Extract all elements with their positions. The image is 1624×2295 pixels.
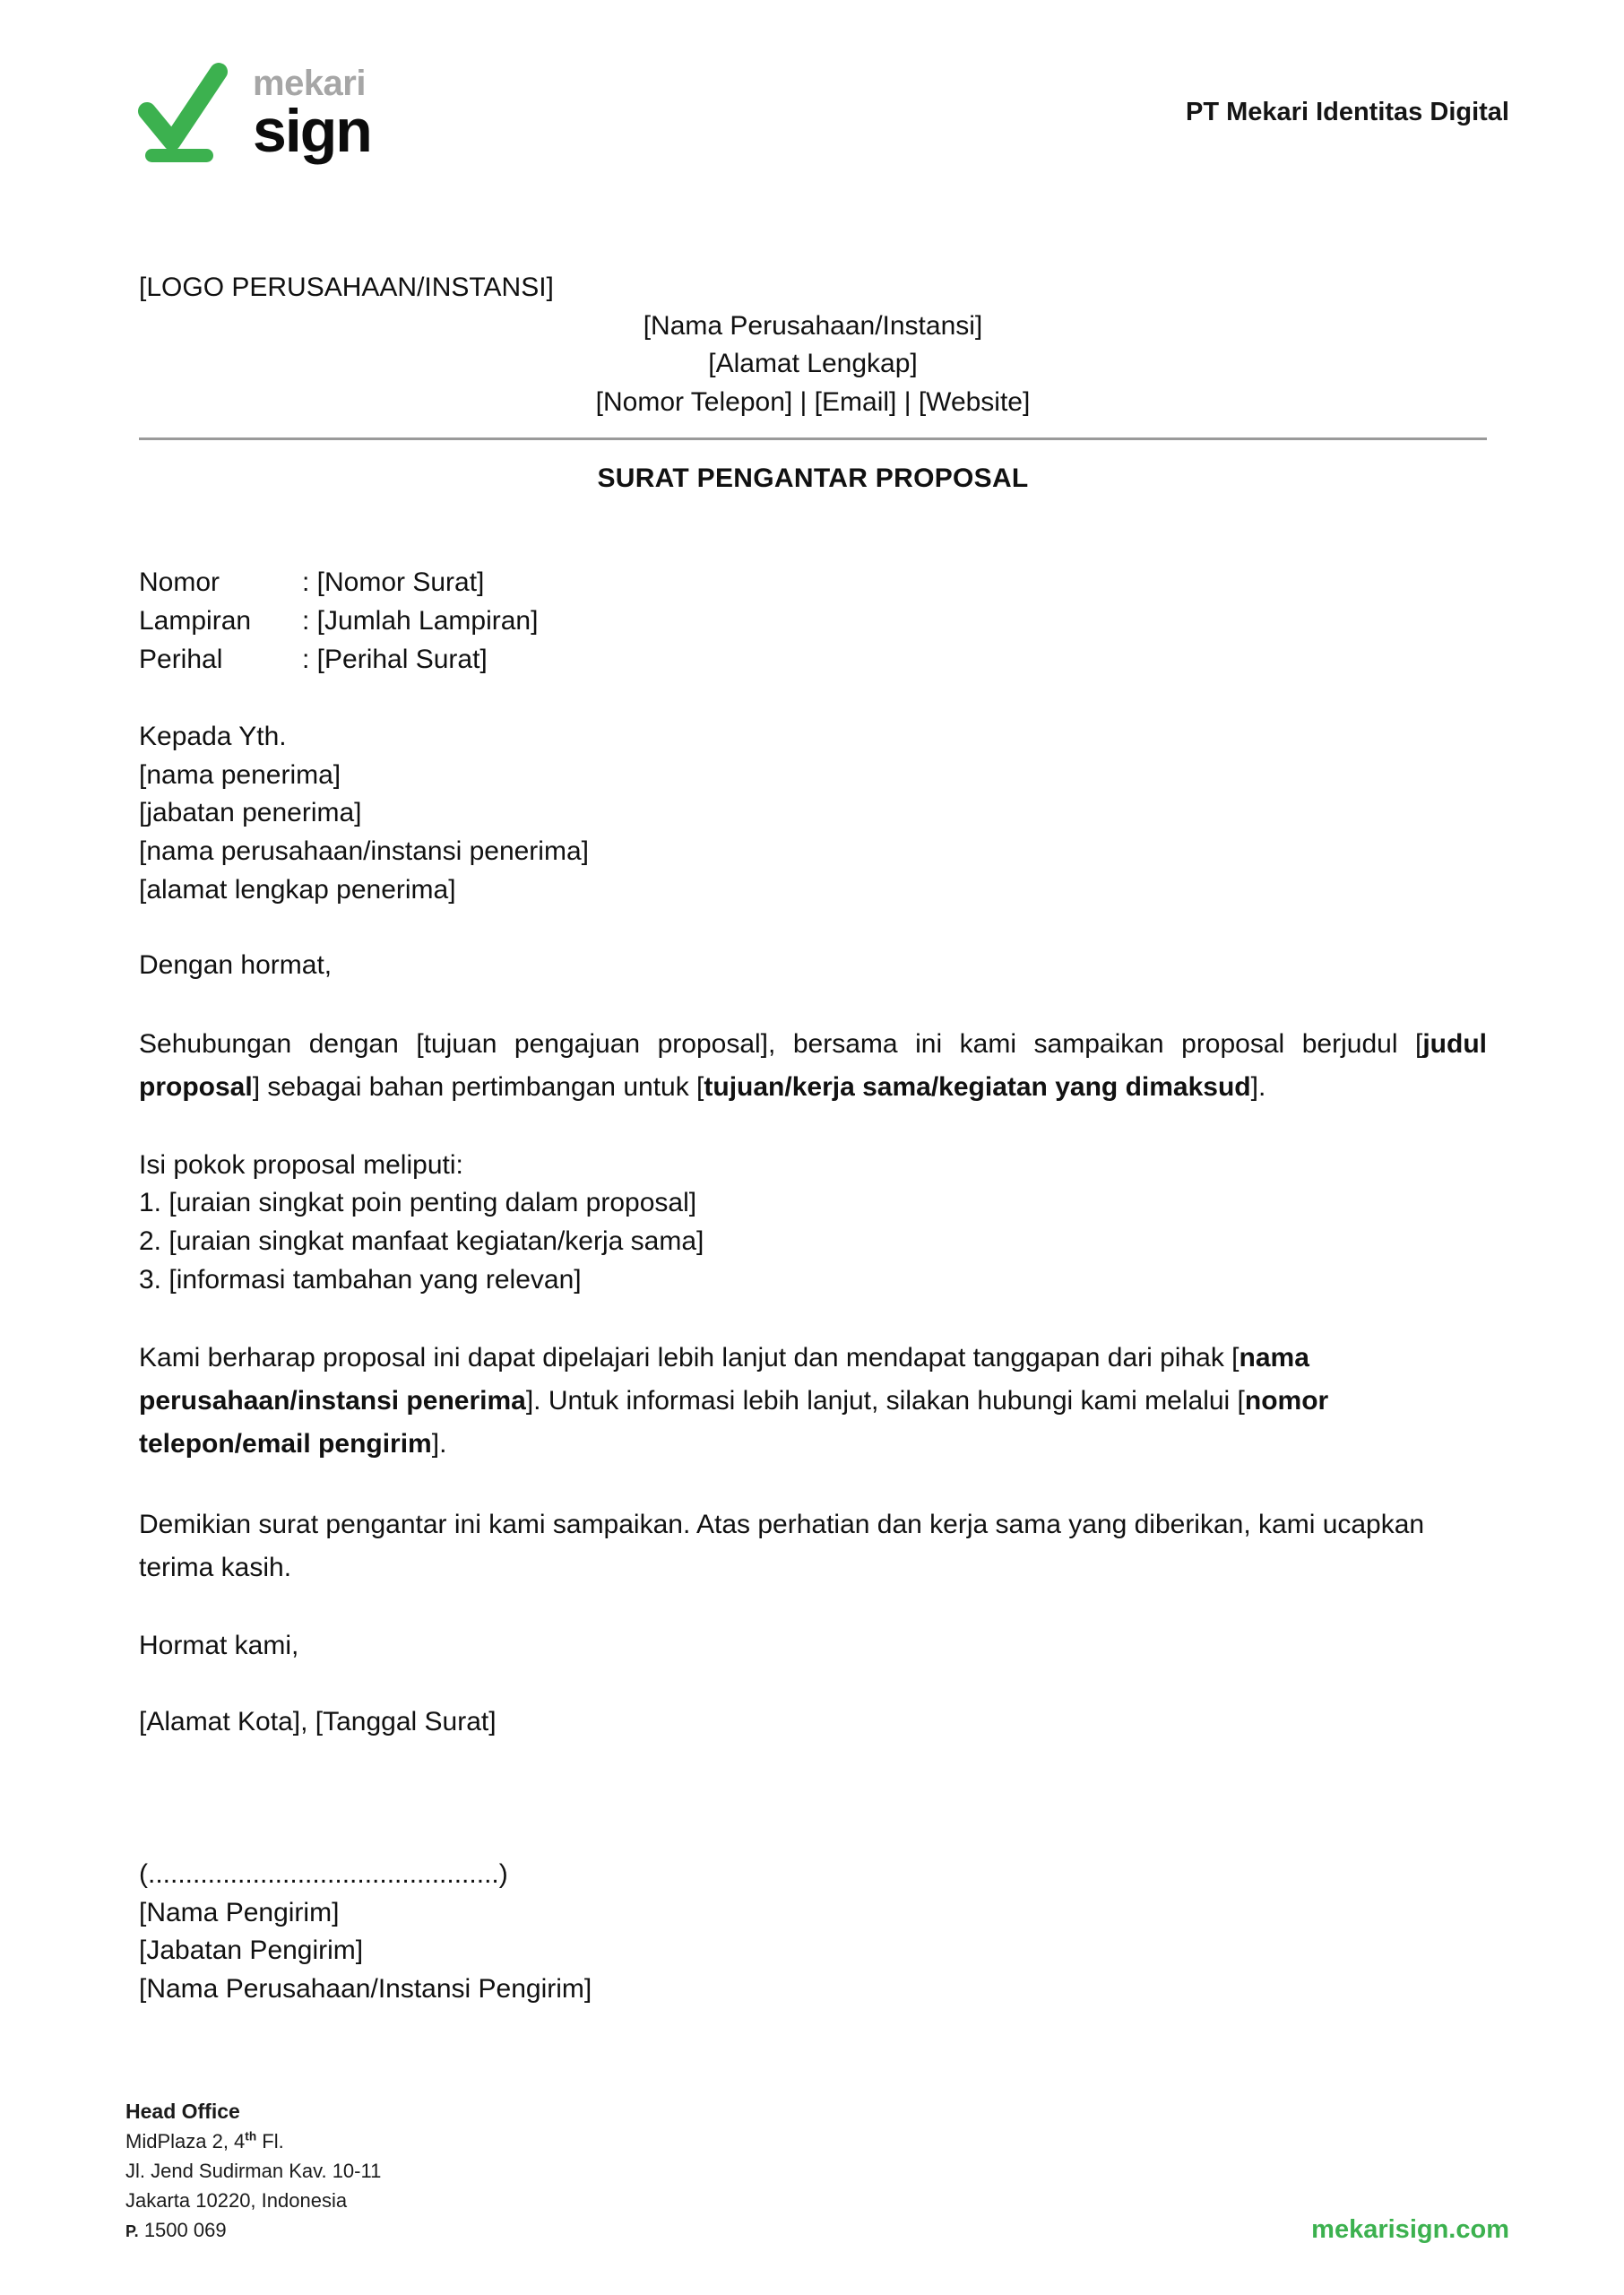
head-office-address: [125, 2096, 381, 2246]
proposal-points-list: [139, 1147, 1487, 1299]
address-line-3: Jakarta 10220, Indonesia: [125, 2189, 348, 2212]
sender-position: [Jabatan Pengirim]: [139, 1936, 364, 1966]
reference-label: Nomor: [139, 567, 220, 598]
address-line-1-ordinal: th: [245, 2129, 257, 2143]
recipient-company: [nama perusahaan/instansi penerima]: [139, 836, 589, 866]
recipient-salutation: Kepada Yth.: [139, 722, 287, 752]
list-intro: Isi pokok proposal meliputi:: [139, 1149, 463, 1180]
paragraph-followup-bold1: nama perusahaan/instansi penerima: [139, 1343, 1309, 1416]
reference-value: : [Jumlah Lampiran]: [302, 605, 539, 636]
paragraph-followup: [139, 1337, 1487, 1466]
mekari-sign-logo: [133, 59, 371, 165]
list-item: 3. [informasi tambahan yang relevan]: [139, 1264, 582, 1295]
paragraph-intro-part1: Sehubungan dengan [tujuan pengajuan proposal], bersama ini kami sampaikan proposal berjudul [: [139, 1028, 1423, 1059]
paragraph-closing: Demikian surat pengantar ini kami sampaikan. Atas perhatian dan kerja sama yang diberikan, kami ucapkan terima kasih.: [139, 1510, 1425, 1583]
page-title: SURAT PENGANTAR PROPOSAL: [597, 463, 1029, 494]
letterhead-contact: [Nomor Telepon] | [Email] | [Website]: [595, 386, 1031, 417]
reference-value: : [Perihal Surat]: [302, 644, 488, 674]
address-line-2: Jl. Jend Sudirman Kav. 10-11: [125, 2160, 382, 2182]
address-line-1-post: Fl.: [256, 2130, 284, 2152]
head-office-label: Head Office: [125, 2099, 240, 2123]
paragraph-intro: [139, 1023, 1487, 1109]
address-line-1-pre: MidPlaza 2, 4: [125, 2130, 246, 2152]
signature-block: [139, 1856, 1487, 2008]
closing-place-date: [Alamat Kota], [Tanggal Surat]: [139, 1706, 497, 1736]
sender-name: [Nama Pengirim]: [139, 1897, 340, 1927]
paragraph-intro-part3: ].: [1250, 1071, 1266, 1102]
greeting: Dengan hormat,: [139, 950, 333, 981]
company-name: PT Mekari Identitas Digital: [1186, 97, 1509, 126]
paragraph-intro-bold1: judul proposal: [139, 1028, 1487, 1102]
logo-word-sign: sign: [253, 96, 371, 165]
reference-block: [139, 564, 1487, 679]
reference-label: Lampiran: [139, 605, 252, 636]
page-header: [0, 0, 1624, 224]
reference-row: [139, 602, 1487, 641]
recipient-block: [139, 718, 1487, 909]
closing-regards: Hormat kami,: [139, 1631, 299, 1661]
sender-company: [Nama Perusahaan/Instansi Pengirim]: [139, 1974, 592, 2005]
paragraph-followup-part3: ].: [431, 1429, 447, 1459]
recipient-position: [jabatan penerima]: [139, 798, 362, 828]
address-line-1: [125, 2126, 381, 2156]
paragraph-followup-part1: Kami berharap proposal ini dapat dipelajari lebih lanjut dan mendapat tanggapan dari pihak [: [139, 1343, 1240, 1373]
header-divider: [139, 437, 1487, 440]
paragraph-intro-part2: ] sebagai bahan pertimbangan untuk [: [252, 1071, 704, 1102]
page-footer: [0, 2062, 1624, 2295]
signature-line: (...............................................): [139, 1859, 508, 1890]
reference-row: [139, 564, 1487, 602]
letter-body: [139, 269, 1487, 2009]
recipient-address: [alamat lengkap penerima]: [139, 874, 456, 905]
list-item: 1. [uraian singkat poin penting dalam proposal]: [139, 1188, 697, 1218]
website-link[interactable]: mekarisign.com: [1311, 2215, 1509, 2244]
letterhead-company: [Nama Perusahaan/Instansi]: [643, 310, 983, 341]
letterhead-logo-placeholder: [LOGO PERUSAHAAN/INSTANSI]: [139, 273, 554, 302]
paragraph-followup-part2: ]. Untuk informasi lebih lanjut, silakan hubungi kami melalui [: [525, 1386, 1245, 1416]
phone-label: P.: [125, 2222, 139, 2240]
logo-wordmark: [253, 63, 371, 165]
paragraph-intro-bold2: tujuan/kerja sama/kegiatan yang dimaksud: [704, 1071, 1251, 1102]
phone-number: 1500 069: [143, 2219, 227, 2241]
reference-row: [139, 641, 1487, 680]
green-check-icon: [133, 59, 233, 165]
recipient-name: [nama penerima]: [139, 759, 341, 790]
letterhead-address: [Alamat Lengkap]: [708, 349, 918, 379]
reference-value: : [Nomor Surat]: [302, 567, 485, 598]
reference-label: Perihal: [139, 644, 223, 674]
paragraph-followup-bold2: nomor telepon/email pengirim: [139, 1386, 1329, 1459]
phone-line: [125, 2215, 381, 2245]
logo-word-mekari: mekari: [253, 63, 366, 103]
list-item: 2. [uraian singkat manfaat kegiatan/kerja sama]: [139, 1225, 704, 1256]
